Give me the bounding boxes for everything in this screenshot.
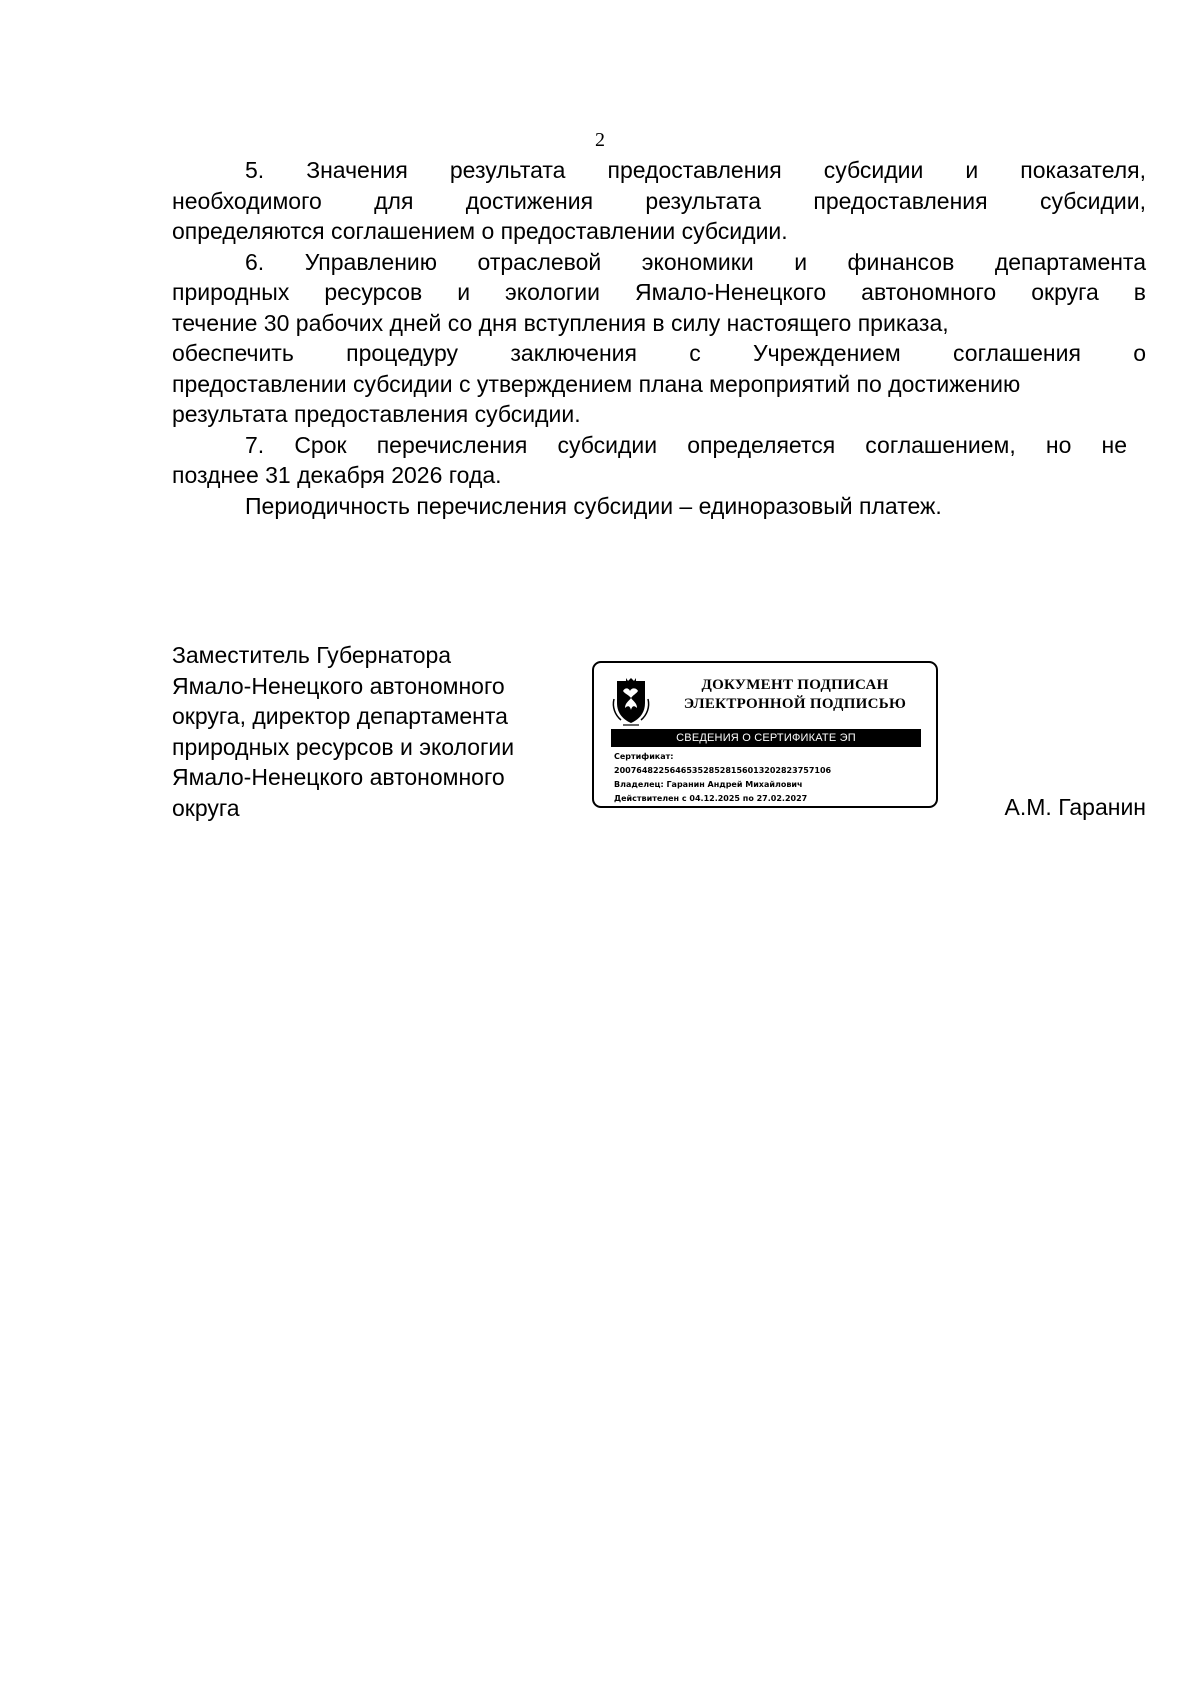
yamal-coat-of-arms-icon [611,677,651,727]
signer-position [172,640,592,823]
paragraph-6-line-2: природных ресурсов и экологии Ямало-Ненецкого автономного округа в [172,279,1146,305]
certificate-label: Сертификат: [614,752,674,761]
signer-position-line: Ямало-Ненецкого автономного [172,672,505,699]
certificate-details [614,750,934,806]
paragraph-5-line-3: определяются соглашением о предоставлении субсидии. [172,218,788,244]
paragraph-6-line-3: течение 30 рабочих дней со дня вступления в силу настоящего приказа, [172,309,949,336]
signer-position-line: Заместитель Губернатора [172,642,452,668]
paragraph-7-line-1: 7. Срок перечисления субсидии определяется соглашением, но не [245,431,1127,458]
signer-name: А.М. Гаранин [1004,794,1146,820]
certificate-number: 200764822564653528528156013202823757106 [614,766,832,775]
paragraph-6-line-6: результата предоставления субсидии. [172,401,581,427]
certificate-validity: Действителен с 04.12.2025 по 27.02.2027 [614,794,808,803]
signer-position-line: округа [172,794,240,821]
paragraph-5-line-2: необходимого для достижения результата предоставления субсидии, [172,187,1146,214]
paragraph-8-line-1: Периодичность перечисления субсидии – единоразовый платеж. [245,492,942,519]
certificate-info-bar: СВЕДЕНИЯ О СЕРТИФИКАТЕ ЭП [611,729,921,747]
signer-position-line: округа, директор департамента [172,703,508,729]
stamp-title-line-2: ЭЛЕКТРОННОЙ ПОДПИСЬЮ [683,696,907,712]
electronic-signature-stamp [592,661,938,808]
stamp-title-line-1: ДОКУМЕНТ ПОДПИСАН [701,677,889,693]
paragraph-6-line-1: 6. Управлению отраслевой экономики и финансов департамента [245,248,1146,275]
paragraph-6-line-5: предоставлении субсидии с утверждением плана мероприятий по достижению [172,370,1021,397]
page-number: 2 [595,129,605,151]
certificate-owner: Владелец: Гаранин Андрей Михайлович [614,780,803,789]
paragraph-5-line-1: 5. Значения результата предоставления субсидии и показателя, [245,157,1146,183]
stamp-title [654,676,936,714]
signer-position-line: Ямало-Ненецкого автономного [172,764,505,790]
paragraph-6-line-4: обеспечить процедуру заключения с Учреждением соглашения о [172,340,1146,366]
document-body [172,155,1146,521]
paragraph-7-line-2: позднее 31 декабря 2026 года. [172,462,502,488]
signer-position-line: природных ресурсов и экологии [172,733,515,760]
